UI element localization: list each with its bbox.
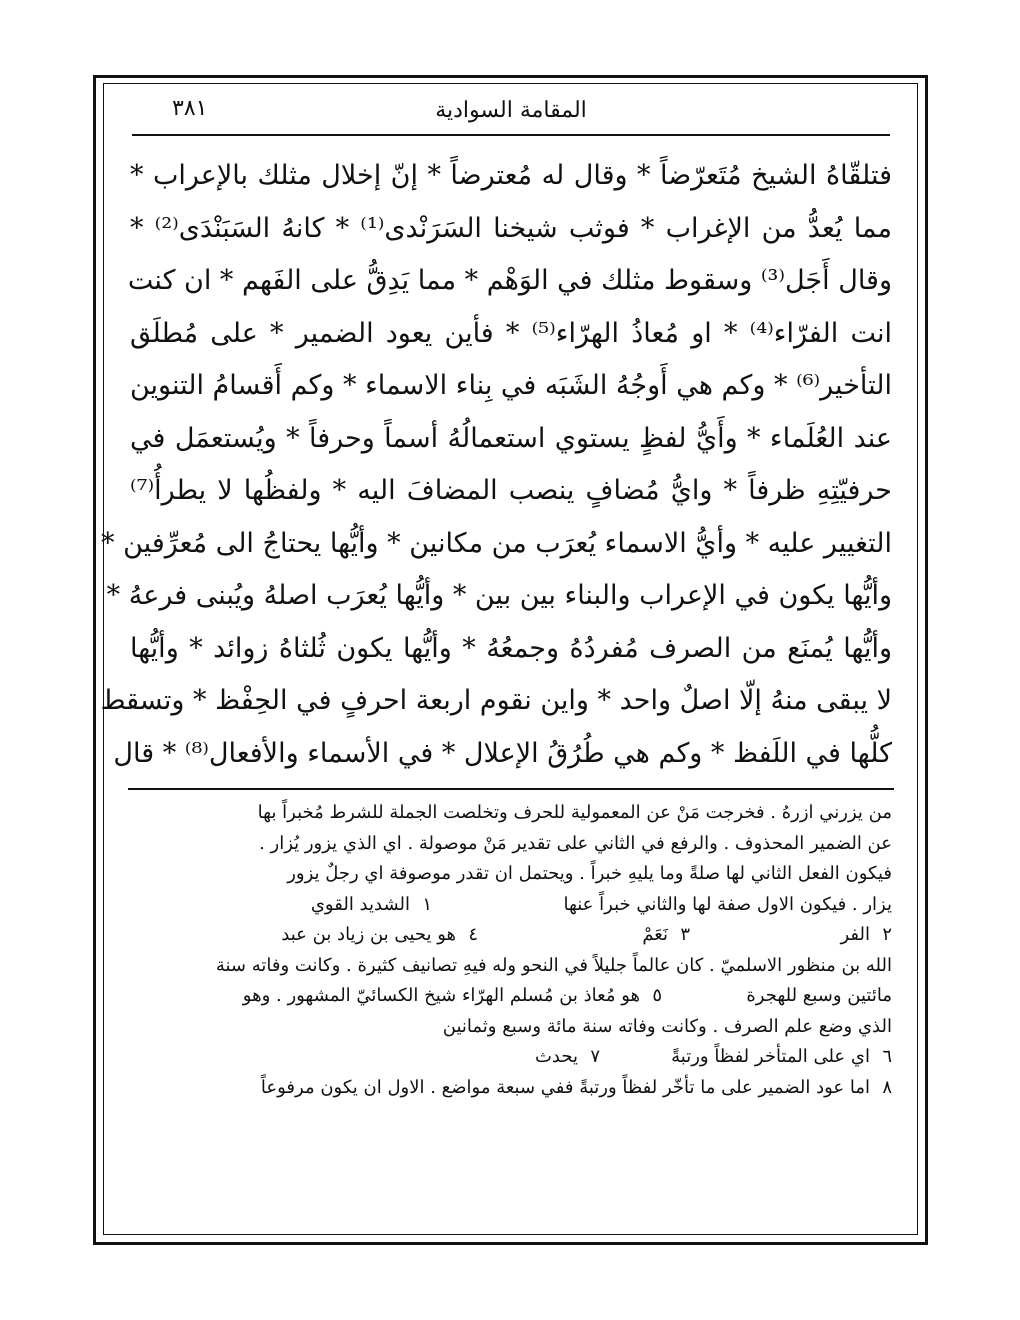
text-line: لا يبقى منهُ إلّا اصلٌ واحد * واين نقوم اربعة احرفٍ في الحِفْظ * وتسقط: [100, 685, 892, 716]
footnote-line: الله بن منظور الاسلميّ . كان عالماً جليلاً في النحو وله فيهِ تصانيف كثيرة . وكانت وفاته سنة: [215, 954, 892, 976]
text-line: التغيير عليه * وأيُّ الاسماء يُعرَب من مكانين * وأيُّها يحتاجُ الى مُعرِّفين *: [101, 527, 892, 559]
text-line: وقال أَجَل⁽³⁾ وسقوط مثلك في الوَهْم * مما يَدِقُّ على الفَهم * ان كنت: [127, 265, 892, 296]
footnote-number: ٢: [882, 924, 892, 945]
footnote-text: اي على المتأخر لفظاً ورتبةً: [671, 1046, 870, 1067]
footnote-text: يحدث: [534, 1046, 578, 1067]
footnote-text: الشديد القوي: [310, 893, 410, 915]
footnote-line: الذي وضع علم الصرف . وكانت وفاته سنة مائة وسبع وثمانين: [442, 1015, 892, 1037]
text-line: التأخير⁽⁶⁾ * وكم هي أَوجُهُ الشَبَه في بِناء الاسماء * وكم أَقسامُ التنوين: [129, 370, 892, 401]
header-rule: [132, 134, 890, 136]
footnote-line: عن الضمير المحذوف . والرفع في الثاني على تقدير مَنْ موصولة . اي الذي يزور يُزار .: [259, 832, 892, 854]
footnote-number: ١: [422, 893, 432, 915]
text-line: مما يُعدُّ من الإغراب * فوثب شيخنا السَرَنْدى⁽¹⁾ * كانهُ السَبَنْدَى⁽²⁾ *: [130, 212, 893, 244]
text-line: كلُّها في اللَفظ * وكم هي طُرُقُ الإعلال * في الأسماء والأفعال⁽⁸⁾ * قال: [113, 737, 892, 769]
running-title: المقامة السوادية: [435, 98, 587, 123]
footnote-text: اما عود الضمير على ما تأخّر لفظاً ورتبةً ففي سبعة مواضع . الاول ان يكون مرفوعاً: [260, 1076, 870, 1098]
text-line: فتلقّاهُ الشيخ مُتَعرّضاً * وقال له مُعترضاً * إنّ إخلال مثلك بالإعراب *: [130, 160, 892, 191]
footnote-row: [130, 981, 892, 1012]
footnote-number: ٣: [680, 924, 690, 945]
footnote-row: [130, 920, 892, 951]
footnote-number: ٤: [468, 924, 478, 945]
footnote-text: يزار . فيكون الاول صفة لها والثاني خبراً عنها: [563, 893, 892, 915]
page-number: ٣٨١: [172, 96, 208, 121]
text-line: عند العُلَماء * وأَيُّ لفظٍ يستوي استعمالُهُ أسماً وحرفاً * ويُستعمَل في: [130, 422, 892, 454]
text-line: انت الفرّاء⁽⁴⁾ * او مُعاذُ الهرّاء⁽⁵⁾ * فأين يعود الضمير * على مُطلَق: [130, 317, 892, 349]
footnote-separator: [128, 788, 894, 790]
footnote-number: ٦: [882, 1046, 892, 1067]
footnote-number: ٥: [652, 985, 662, 1006]
footnote-row: [130, 1073, 892, 1104]
footnote-line: من يزرني ازرهُ . فخرجت مَنْ عن المعمولية للحرف وتخلصت الجملة للشرط مُخبراً بها: [257, 802, 892, 823]
footnote-number: ٧: [590, 1046, 600, 1067]
footnote-row: [130, 1042, 892, 1073]
footnote-text: مائتين وسبع للهجرة: [746, 985, 892, 1006]
text-line: وأيُّها يُمنَع من الصرف مُفردُهُ وجمعُهُ * وأيُّها يكون ثُلثاهُ زوائد * وأيُّها: [130, 632, 892, 664]
text-line: وأيُّها يكون في الإعراب والبناء بين بين * وأيُّها يُعرَب اصلهُ ويُبنى فرعهُ *: [106, 580, 892, 611]
footnote-text: الفر: [840, 924, 870, 945]
book-page: [100, 90, 900, 1230]
footnote-text: هو يحيى بن زياد بن عبد: [281, 924, 456, 945]
footnotes: [122, 798, 900, 1103]
footnote-row: [130, 890, 892, 921]
page-header: [122, 90, 900, 134]
footnote-text: هو مُعاذ بن مُسلم الهرّاء شيخ الكسائيّ المشهور . وهو: [242, 985, 640, 1006]
main-text: [100, 150, 900, 780]
footnote-number: ٨: [882, 1076, 892, 1098]
footnote-text: نَعَمْ: [642, 924, 668, 945]
text-line: حرفيّتِهِ ظرفاً * وايُّ مُضافٍ ينصب المضافَ اليه * ولفظُها لا يطرأُ⁽⁷⁾: [130, 475, 892, 506]
footnote-line: فيكون الفعل الثاني لها صلةً وما يليهِ خبراً . ويحتمل ان تقدر موصوفة اي رجلٌ يزور: [287, 863, 892, 884]
